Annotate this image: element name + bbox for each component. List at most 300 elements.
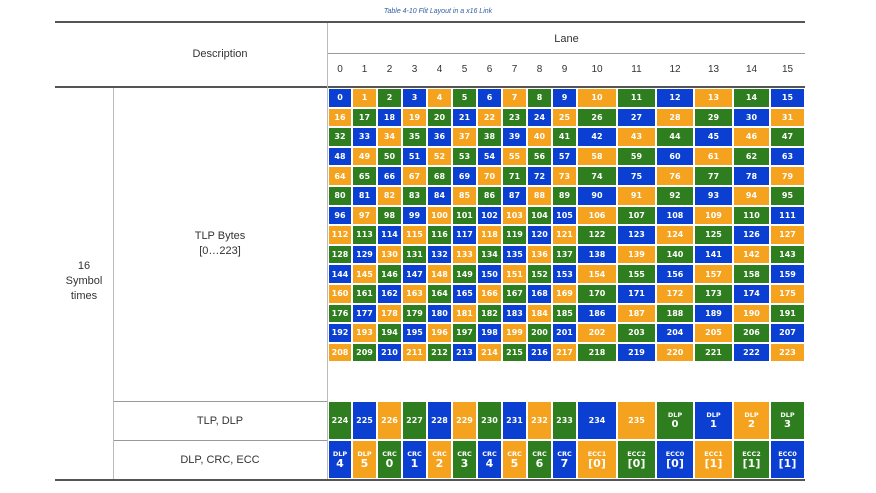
- tlp-dlp-cell: [694, 401, 733, 440]
- tlp-byte-cell: 220: [656, 343, 694, 363]
- tlp-byte-cell: 154: [577, 264, 617, 284]
- tlp-byte-cell: 13: [694, 88, 733, 108]
- tlp-byte-cell: 21: [452, 108, 477, 128]
- tlp-byte-cell: 25: [552, 108, 577, 128]
- tlp-byte-cell: 107: [617, 206, 656, 226]
- symbol-times-line-1: 16: [77, 260, 91, 272]
- tlp-byte-cell: 160: [328, 284, 352, 304]
- tlp-byte-cell: 110: [733, 206, 770, 226]
- tlp-byte-cell: 67: [402, 166, 427, 186]
- tlp-byte-cell: 90: [577, 186, 617, 206]
- tlp-byte-cell: 168: [527, 284, 552, 304]
- cell-value: 224: [331, 416, 349, 425]
- tlp-byte-cell: 132: [427, 245, 452, 265]
- tlp-byte-cell: 136: [527, 245, 552, 265]
- tlp-byte-cell: 52: [427, 147, 452, 167]
- tlp-byte-cell: 223: [770, 343, 805, 363]
- tlp-byte-cell: 26: [577, 108, 617, 128]
- tlp-byte-cell: 78: [733, 166, 770, 186]
- tlp-byte-cell: 71: [502, 166, 527, 186]
- tlp-byte-cell: 108: [656, 206, 694, 226]
- tlp-byte-cell: 38: [477, 127, 502, 147]
- tlp-byte-cell: 213: [452, 343, 477, 363]
- cell-top-label: DLP: [780, 411, 795, 419]
- tlp-byte-cell: 111: [770, 206, 805, 226]
- tlp-byte-cell: 123: [617, 225, 656, 245]
- tlp-byte-cell: 1: [352, 88, 377, 108]
- tlp-byte-cell: 125: [694, 225, 733, 245]
- tlp-byte-cell: 175: [770, 284, 805, 304]
- cell-value: 234: [588, 416, 606, 425]
- tlp-bytes-label: [113, 229, 327, 259]
- tlp-byte-cell: 121: [552, 225, 577, 245]
- tlp-byte-cell: 134: [477, 245, 502, 265]
- tlp-byte-cell: 176: [328, 304, 352, 324]
- tlp-byte-cell: 194: [377, 323, 402, 343]
- tlp-byte-cell: 15: [770, 88, 805, 108]
- tlp-byte-cell: 60: [656, 147, 694, 167]
- dlp-crc-ecc-cell: [377, 440, 402, 479]
- tlp-byte-cell: 204: [656, 323, 694, 343]
- tlp-byte-cell: 32: [328, 127, 352, 147]
- tlp-byte-cell: 207: [770, 323, 805, 343]
- tlp-byte-cell: 187: [617, 304, 656, 324]
- cell-top-label: ECC0: [665, 449, 685, 458]
- lane-number-12: 12: [669, 64, 681, 75]
- cell-bottom-label: [1]: [778, 456, 797, 470]
- bottom-rule: [55, 479, 805, 481]
- tlp-byte-cell: 142: [733, 245, 770, 265]
- cell-bottom-label: 5: [510, 456, 519, 470]
- dlp-crc-ecc-cell: [617, 440, 656, 479]
- dlp-crc-ecc-label: DLP, CRC, ECC: [180, 454, 260, 466]
- tlp-byte-cell: 72: [527, 166, 552, 186]
- tlp-byte-cell: 86: [477, 186, 502, 206]
- cell-bottom-label: 2: [435, 456, 444, 470]
- dlp-crc-ecc-cell: [770, 440, 805, 479]
- tlp-byte-cell: 159: [770, 264, 805, 284]
- tlp-byte-cell: 209: [352, 343, 377, 363]
- tlp-byte-cell: 180: [427, 304, 452, 324]
- tlp-byte-cell: 135: [502, 245, 527, 265]
- tlp-byte-cell: 92: [656, 186, 694, 206]
- tlp-byte-cell: 177: [352, 304, 377, 324]
- tlp-byte-cell: 152: [527, 264, 552, 284]
- tlp-byte-cell: 29: [694, 108, 733, 128]
- tlp-byte-cell: 118: [477, 225, 502, 245]
- row-rule-2: [113, 440, 328, 441]
- tlp-byte-cell: 9: [552, 88, 577, 108]
- description-header: Description: [192, 48, 248, 60]
- tlp-dlp-cell: [352, 401, 377, 440]
- tlp-byte-cell: 62: [733, 147, 770, 167]
- tlp-byte-cell: 149: [452, 264, 477, 284]
- tlp-bytes-line-2: [0…223]: [199, 245, 241, 257]
- dlp-crc-ecc-cell: [452, 440, 477, 479]
- tlp-byte-cell: 0: [328, 88, 352, 108]
- tlp-byte-cell: 186: [577, 304, 617, 324]
- tlp-byte-cell: 211: [402, 343, 427, 363]
- lane-number-11: 11: [631, 64, 642, 75]
- tlp-byte-cell: 8: [527, 88, 552, 108]
- tlp-byte-cell: 27: [617, 108, 656, 128]
- dlp-crc-ecc-cell: [733, 440, 770, 479]
- tlp-byte-cell: 219: [617, 343, 656, 363]
- tlp-dlp-cell: [427, 401, 452, 440]
- tlp-byte-cell: 124: [656, 225, 694, 245]
- tlp-byte-cell: 161: [352, 284, 377, 304]
- dlp-crc-ecc-cell: [694, 440, 733, 479]
- tlp-byte-cell: 96: [328, 206, 352, 226]
- cell-top-label: CRC: [532, 449, 547, 458]
- tlp-byte-cell: 43: [617, 127, 656, 147]
- tlp-dlp-cell: [452, 401, 477, 440]
- dlp-crc-ecc-cell: [477, 440, 502, 479]
- tlp-byte-cell: 64: [328, 166, 352, 186]
- cell-bottom-label: 3: [460, 456, 469, 470]
- tlp-byte-cell: 45: [694, 127, 733, 147]
- cell-value: 233: [556, 416, 573, 425]
- tlp-byte-cell: 3: [402, 88, 427, 108]
- lane-number-2: 2: [386, 64, 393, 75]
- cell-value: 232: [531, 416, 548, 425]
- tlp-byte-cell: 145: [352, 264, 377, 284]
- tlp-byte-cell: 66: [377, 166, 402, 186]
- tlp-byte-cell: 119: [502, 225, 527, 245]
- tlp-byte-cell: 222: [733, 343, 770, 363]
- tlp-byte-cell: 65: [352, 166, 377, 186]
- tlp-byte-cell: 59: [617, 147, 656, 167]
- cell-bottom-label: [1]: [742, 456, 761, 470]
- lane-header-rule: [328, 53, 805, 54]
- tlp-byte-cell: 44: [656, 127, 694, 147]
- cell-top-label: DLP: [706, 411, 721, 419]
- tlp-byte-cell: 19: [402, 108, 427, 128]
- tlp-byte-cell: 98: [377, 206, 402, 226]
- cell-bottom-label: [1]: [704, 456, 723, 470]
- dlp-crc-ecc-cell: [352, 440, 377, 479]
- dlp-crc-ecc-cell: [577, 440, 617, 479]
- tlp-byte-cell: 31: [770, 108, 805, 128]
- tlp-byte-cell: 155: [617, 264, 656, 284]
- lane-number-6: 6: [486, 64, 493, 75]
- tlp-byte-cell: 75: [617, 166, 656, 186]
- tlp-byte-cell: 94: [733, 186, 770, 206]
- tlp-byte-cell: 68: [427, 166, 452, 186]
- cell-value: 229: [456, 416, 473, 425]
- tlp-byte-cell: 80: [328, 186, 352, 206]
- cell-bottom-label: 4: [336, 456, 344, 470]
- tlp-bytes-line-1: TLP Bytes: [194, 230, 246, 242]
- tlp-byte-cell: 218: [577, 343, 617, 363]
- tlp-byte-cell: 181: [452, 304, 477, 324]
- tlp-byte-cell: 23: [502, 108, 527, 128]
- lane-number-14: 14: [745, 64, 758, 75]
- tlp-dlp-cell: [402, 401, 427, 440]
- tlp-byte-cell: 201: [552, 323, 577, 343]
- dlp-crc-ecc-cell: [402, 440, 427, 479]
- tlp-byte-cell: 185: [552, 304, 577, 324]
- cell-top-label: ECC1: [587, 449, 607, 458]
- cell-value: 230: [481, 416, 498, 425]
- tlp-byte-cell: 189: [694, 304, 733, 324]
- cell-top-label: ECC1: [704, 449, 723, 458]
- tlp-byte-cell: 190: [733, 304, 770, 324]
- cell-value: 225: [356, 416, 373, 425]
- cell-top-label: ECC2: [627, 449, 646, 458]
- row-rule-1: [113, 401, 328, 402]
- tlp-byte-cell: 120: [527, 225, 552, 245]
- tlp-byte-cell: 195: [402, 323, 427, 343]
- tlp-byte-cell: 139: [617, 245, 656, 265]
- tlp-byte-cell: 20: [427, 108, 452, 128]
- tlp-byte-cell: 14: [733, 88, 770, 108]
- tlp-byte-cell: 6: [477, 88, 502, 108]
- tlp-byte-cell: 58: [577, 147, 617, 167]
- tlp-byte-cell: 148: [427, 264, 452, 284]
- tlp-byte-cell: 200: [527, 323, 552, 343]
- dlp-crc-ecc-cell: [527, 440, 552, 479]
- dlp-crc-ecc-cell: [502, 440, 527, 479]
- symbol-times-line-3: times: [70, 290, 98, 302]
- cell-top-label: ECC2: [742, 449, 761, 458]
- cell-bottom-label: 6: [535, 456, 544, 470]
- tlp-byte-cell: 203: [617, 323, 656, 343]
- tlp-byte-cell: 34: [377, 127, 402, 147]
- tlp-byte-cell: 131: [402, 245, 427, 265]
- tlp-byte-cell: 127: [770, 225, 805, 245]
- tlp-byte-cell: 173: [694, 284, 733, 304]
- tlp-byte-cell: 144: [328, 264, 352, 284]
- tlp-byte-cell: 84: [427, 186, 452, 206]
- tlp-byte-cell: 102: [477, 206, 502, 226]
- tlp-byte-cell: 49: [352, 147, 377, 167]
- tlp-byte-cell: 57: [552, 147, 577, 167]
- tlp-byte-cell: 113: [352, 225, 377, 245]
- tlp-dlp-cell: [617, 401, 656, 440]
- tlp-byte-cell: 188: [656, 304, 694, 324]
- tlp-byte-cell: 115: [402, 225, 427, 245]
- lane-header: Lane: [554, 33, 579, 45]
- lane-number-4: 4: [436, 64, 443, 75]
- tlp-byte-cell: 157: [694, 264, 733, 284]
- lane-number-0: 0: [337, 64, 343, 75]
- tlp-byte-cell: 22: [477, 108, 502, 128]
- tlp-byte-cell: 24: [527, 108, 552, 128]
- tlp-byte-cell: 199: [502, 323, 527, 343]
- tlp-byte-cell: 47: [770, 127, 805, 147]
- tlp-byte-cell: 164: [427, 284, 452, 304]
- tlp-byte-cell: 214: [477, 343, 502, 363]
- lane-number-13: 13: [707, 64, 720, 75]
- symbol-times-label: [55, 259, 113, 304]
- tlp-byte-cell: 215: [502, 343, 527, 363]
- tlp-byte-cell: 61: [694, 147, 733, 167]
- tlp-byte-cell: 126: [733, 225, 770, 245]
- top-rule: [55, 21, 805, 23]
- cell-top-label: CRC: [432, 449, 447, 458]
- tlp-byte-cell: 104: [527, 206, 552, 226]
- tlp-dlp-cell: [770, 401, 805, 440]
- tlp-byte-cell: 99: [402, 206, 427, 226]
- dlp-crc-ecc-cell: [328, 440, 352, 479]
- tlp-byte-cell: 138: [577, 245, 617, 265]
- tlp-byte-cell: 74: [577, 166, 617, 186]
- tlp-byte-cell: 130: [377, 245, 402, 265]
- cell-top-label: DLP: [667, 411, 683, 419]
- cell-bottom-label: 1: [710, 419, 717, 430]
- tlp-dlp-cell: [328, 401, 352, 440]
- tlp-byte-cell: 97: [352, 206, 377, 226]
- cell-value: 227: [406, 416, 423, 425]
- tlp-byte-cell: 46: [733, 127, 770, 147]
- lane-number-1: 1: [361, 64, 368, 75]
- tlp-byte-cell: 7: [502, 88, 527, 108]
- tlp-byte-cell: 221: [694, 343, 733, 363]
- tlp-byte-cell: 184: [527, 304, 552, 324]
- tlp-byte-cell: 196: [427, 323, 452, 343]
- table-caption: Table 4-10 Flit Layout in a x16 Link: [383, 8, 493, 15]
- tlp-byte-cell: 143: [770, 245, 805, 265]
- tlp-byte-cell: 140: [656, 245, 694, 265]
- tlp-byte-cell: 141: [694, 245, 733, 265]
- tlp-byte-cell: 73: [552, 166, 577, 186]
- cell-top-label: CRC: [557, 449, 572, 458]
- tlp-byte-cell: 11: [617, 88, 656, 108]
- tlp-byte-cell: 112: [328, 225, 352, 245]
- tlp-byte-cell: 193: [352, 323, 377, 343]
- tlp-byte-cell: 81: [352, 186, 377, 206]
- cell-top-label: CRC: [482, 449, 497, 458]
- tlp-byte-cell: 36: [427, 127, 452, 147]
- cell-top-label: ECC0: [778, 449, 797, 458]
- tlp-byte-cell: 83: [402, 186, 427, 206]
- tlp-byte-cell: 42: [577, 127, 617, 147]
- tlp-byte-cell: 28: [656, 108, 694, 128]
- tlp-byte-cell: 77: [694, 166, 733, 186]
- tlp-byte-cell: 179: [402, 304, 427, 324]
- cell-top-label: DLP: [357, 449, 372, 458]
- cell-top-label: CRC: [382, 449, 397, 458]
- tlp-dlp-cell: [477, 401, 502, 440]
- tlp-byte-cell: 191: [770, 304, 805, 324]
- lane-number-7: 7: [511, 64, 518, 75]
- tlp-byte-cell: 10: [577, 88, 617, 108]
- tlp-byte-cell: 82: [377, 186, 402, 206]
- lane-number-9: 9: [561, 64, 568, 75]
- tlp-byte-cell: 205: [694, 323, 733, 343]
- cell-value: 231: [506, 416, 523, 425]
- tlp-byte-cell: 35: [402, 127, 427, 147]
- cell-bottom-label: 1: [410, 456, 419, 470]
- cell-bottom-label: 3: [784, 419, 791, 430]
- lane-number-15: 15: [781, 64, 794, 75]
- tlp-byte-cell: 171: [617, 284, 656, 304]
- cell-value: 226: [381, 416, 398, 425]
- tlp-byte-cell: 50: [377, 147, 402, 167]
- lane-number-3: 3: [411, 64, 418, 75]
- cell-bottom-label: 7: [560, 456, 569, 470]
- tlp-byte-cell: 117: [452, 225, 477, 245]
- tlp-byte-cell: 79: [770, 166, 805, 186]
- tlp-byte-cell: 91: [617, 186, 656, 206]
- tlp-byte-cell: 216: [527, 343, 552, 363]
- tlp-byte-cell: 172: [656, 284, 694, 304]
- tlp-dlp-cell: [377, 401, 402, 440]
- tlp-byte-cell: 114: [377, 225, 402, 245]
- tlp-byte-cell: 133: [452, 245, 477, 265]
- tlp-byte-cell: 217: [552, 343, 577, 363]
- tlp-byte-cell: 212: [427, 343, 452, 363]
- tlp-dlp-cell: [502, 401, 527, 440]
- tlp-byte-cell: 41: [552, 127, 577, 147]
- tlp-byte-cell: 2: [377, 88, 402, 108]
- tlp-byte-cell: 163: [402, 284, 427, 304]
- tlp-byte-cell: 101: [452, 206, 477, 226]
- tlp-byte-cell: 162: [377, 284, 402, 304]
- tlp-byte-cell: 51: [402, 147, 427, 167]
- tlp-byte-cell: 63: [770, 147, 805, 167]
- tlp-byte-cell: 69: [452, 166, 477, 186]
- tlp-byte-cell: 106: [577, 206, 617, 226]
- tlp-byte-cell: 95: [770, 186, 805, 206]
- tlp-byte-cell: 202: [577, 323, 617, 343]
- tlp-byte-cell: 30: [733, 108, 770, 128]
- dlp-crc-ecc-cell: [552, 440, 577, 479]
- tlp-byte-cell: 4: [427, 88, 452, 108]
- tlp-byte-cell: 182: [477, 304, 502, 324]
- cell-top-label: DLP: [332, 449, 348, 458]
- tlp-byte-cell: 167: [502, 284, 527, 304]
- tlp-byte-cell: 192: [328, 323, 352, 343]
- tlp-byte-cell: 93: [694, 186, 733, 206]
- tlp-byte-cell: 208: [328, 343, 352, 363]
- tlp-byte-cell: 150: [477, 264, 502, 284]
- tlp-byte-cell: 85: [452, 186, 477, 206]
- cell-top-label: CRC: [457, 449, 472, 458]
- tlp-dlp-cell: [527, 401, 552, 440]
- tlp-byte-cell: 170: [577, 284, 617, 304]
- tlp-dlp-cell: [733, 401, 770, 440]
- cell-bottom-label: [0]: [588, 456, 606, 470]
- cell-top-label: DLP: [744, 411, 759, 419]
- tlp-byte-cell: 16: [328, 108, 352, 128]
- tlp-byte-cell: 153: [552, 264, 577, 284]
- tlp-byte-cell: 87: [502, 186, 527, 206]
- tlp-byte-cell: 54: [477, 147, 502, 167]
- tlp-byte-cell: 210: [377, 343, 402, 363]
- tlp-byte-cell: 128: [328, 245, 352, 265]
- tlp-byte-cell: 206: [733, 323, 770, 343]
- tlp-byte-cell: 147: [402, 264, 427, 284]
- tlp-byte-cell: 156: [656, 264, 694, 284]
- tlp-byte-cell: 56: [527, 147, 552, 167]
- tlp-byte-cell: 76: [656, 166, 694, 186]
- tlp-byte-cell: 55: [502, 147, 527, 167]
- tlp-byte-cell: 18: [377, 108, 402, 128]
- tlp-byte-cell: 109: [694, 206, 733, 226]
- tlp-byte-cell: 174: [733, 284, 770, 304]
- tlp-byte-cell: 137: [552, 245, 577, 265]
- tlp-byte-cell: 17: [352, 108, 377, 128]
- tlp-byte-cell: 198: [477, 323, 502, 343]
- tlp-byte-cell: 12: [656, 88, 694, 108]
- cell-top-label: CRC: [407, 449, 422, 458]
- tlp-byte-cell: 105: [552, 206, 577, 226]
- cell-bottom-label: 0: [385, 456, 394, 470]
- cell-bottom-label: 4: [485, 456, 494, 470]
- lane-number-10: 10: [591, 64, 603, 75]
